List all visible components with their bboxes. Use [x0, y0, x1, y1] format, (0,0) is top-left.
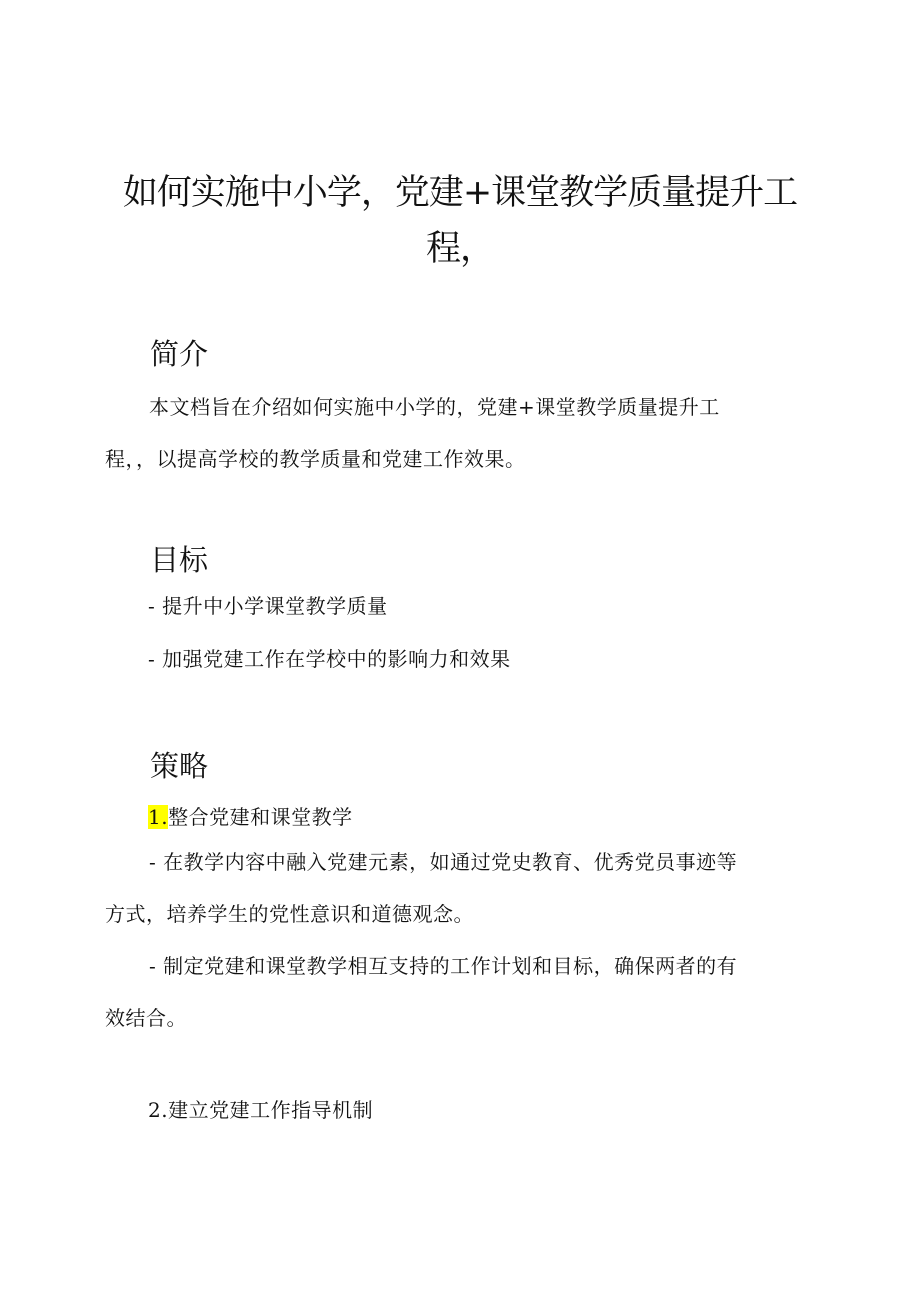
heading-strategy: 策略 [150, 749, 209, 783]
goal-item-1: - 提升中小学课堂教学质量 [148, 594, 388, 618]
document-title: 如何实施中小学，党建+课堂教学质量提升工程， [122, 173, 798, 269]
strategy-1-point-1: - 在教学内容中融入党建元素，如通过党史教育、优秀党员事迹等方式，培养学生的党性意识和道德观念。 [105, 850, 738, 926]
strategy-1-number: 1. [148, 805, 169, 829]
heading-intro: 简介 [150, 337, 209, 371]
intro-paragraph: 本文档旨在介绍如何实施中小学的，党建+课堂教学质量提升工程，，以提高学校的教学质量和党建工作效果。 [105, 395, 720, 471]
strategy-1-label: 整合党建和课堂教学 [168, 805, 353, 829]
strategy-1-point-2: - 制定党建和课堂教学相互支持的工作计划和目标，确保两者的有效结合。 [105, 954, 738, 1030]
strategy-1-title [148, 803, 353, 831]
heading-goals: 目标 [150, 543, 209, 577]
strategy-2-title: 2.建立党建工作指导机制 [148, 1098, 374, 1122]
goal-item-2: - 加强党建工作在学校中的影响力和效果 [148, 647, 511, 671]
